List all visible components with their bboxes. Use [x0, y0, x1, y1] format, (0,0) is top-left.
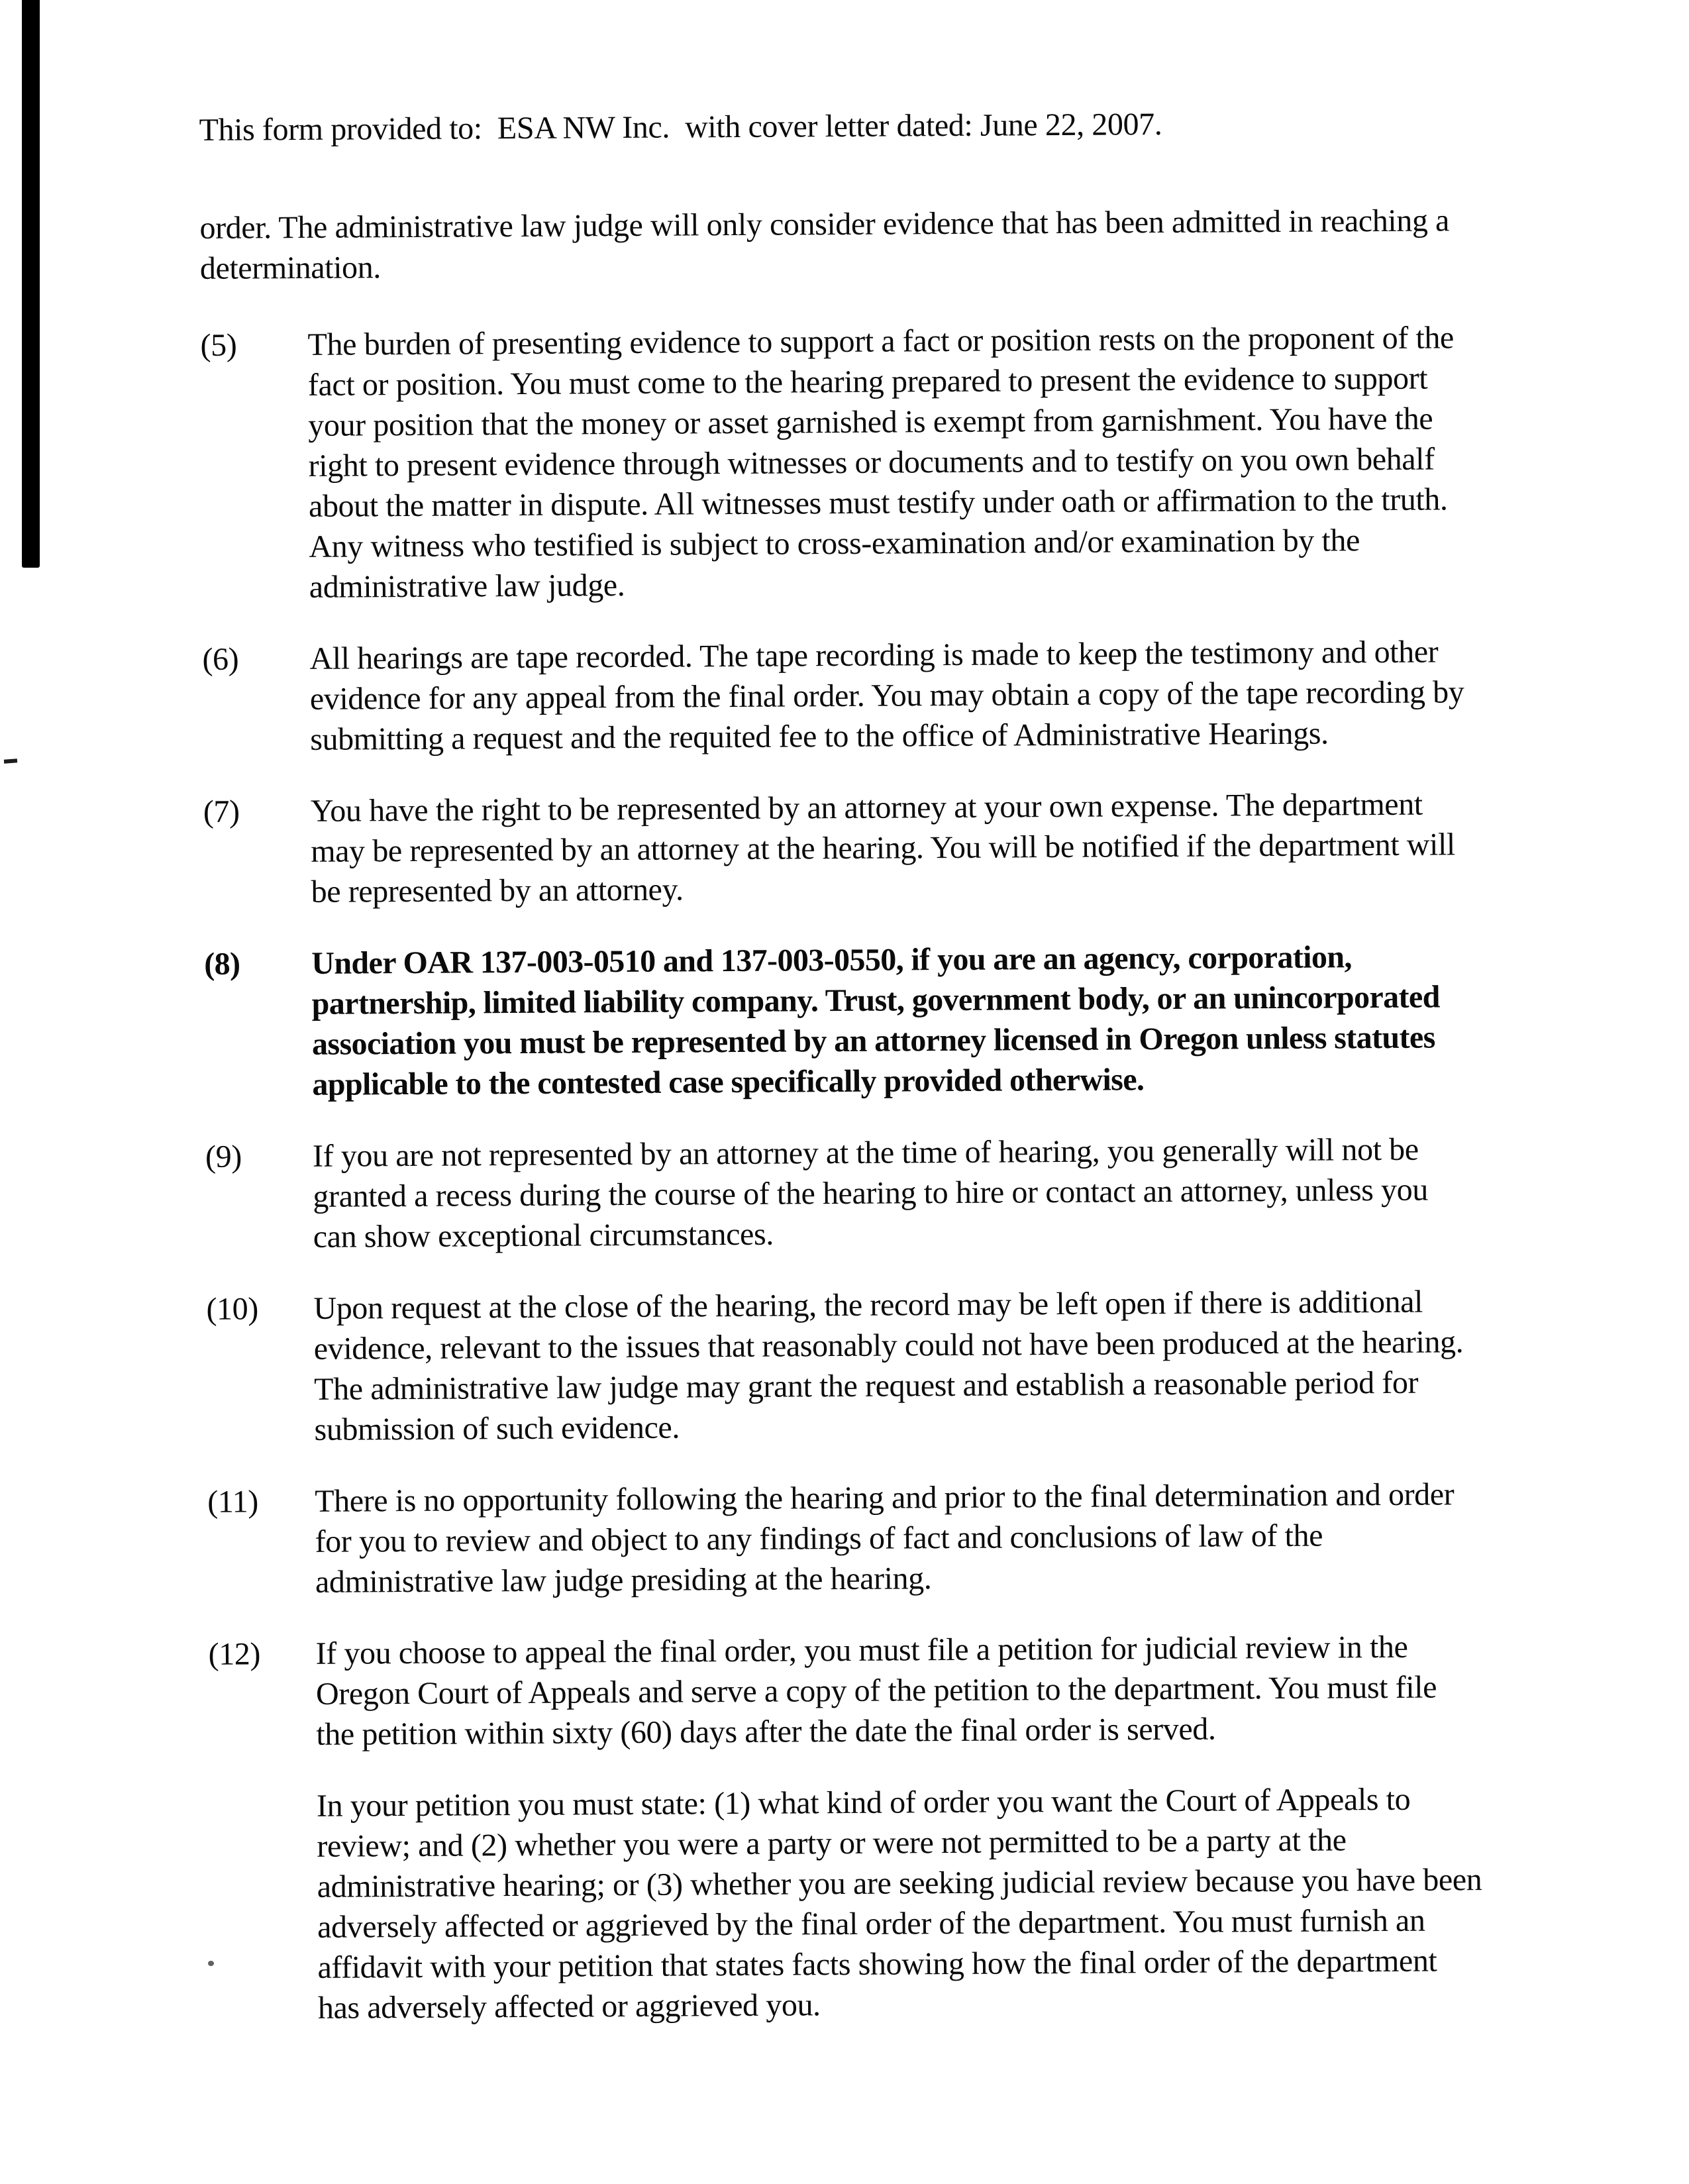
form-provided-header: This form provided to: ESA NW Inc. with cover letter dated: June 22, 2007. — [199, 107, 1162, 148]
paragraph-number: (12) — [208, 1636, 261, 1672]
paragraph-text: There is no opportunity following the hearing and prior to the final determination and order for you to review and object to any findings of fact and conclusions of law of the administrative law judge presiding at the hearing. — [315, 1477, 1455, 1600]
paragraph-5 — [200, 316, 1688, 608]
intro-continuation-paragraph: order. The administrative law judge will only consider evidence that has been admitted in reaching a determination. — [199, 203, 1450, 286]
paragraph-number — [209, 1786, 317, 1787]
paragraph-number: (9) — [205, 1139, 242, 1174]
paragraph-text: The burden of presenting evidence to support a fact or position rests on the proponent of the fact or position. You must come to the hearing prepared to present the evidence to support your position that the money or asset garnished is exempt from garnishment. You have the right to present evidence through witnesses or documents and to testify on you own behalf about the matter in dispute. All witnesses must testify under oath or affirmation to the truth. Any witness who testified is subject to cross-examination and/or examination by the administrative law judge. — [307, 320, 1455, 605]
paragraph-text: If you choose to appeal the final order, you must file a petition for judicial review in the Oregon Court of Appeals and serve a copy of the petition to the department. You must file the petition within sixty (60) days after the date the final order is served. — [315, 1629, 1437, 1752]
paragraph-text: Upon request at the close of the hearing, the record may be left open if there is additional evidence, relevant to the issues that reasonably could not have been produced at the hearing. The administrative law judge may grant the request and establish a reasonable period for submission of such evidence. — [313, 1284, 1464, 1447]
paragraph-10 — [206, 1280, 1689, 1451]
paragraph-6 — [202, 630, 1688, 760]
paragraph-12-continuation — [209, 1777, 1689, 2029]
paragraph-text: You have the right to be represented by an attorney at your own expense. The department may be represented by an attorney at the hearing. You will be notified if the department will be represented by an attorney. — [310, 786, 1456, 910]
paragraph-text: In your petition you must state: (1) what kind of order you want the Court of Appeals to review; and (2) whether you were a party or were not permitted to be a party at the administrative hearing; or (3) whether you are seeking judicial review because you have been adversely affected or aggrieved by the final order of the department. You must furnish an affidavit with your petition that states facts showing how the final order of the department has adversely affected or aggrieved you. — [316, 1781, 1482, 2026]
paragraph-11 — [207, 1473, 1689, 1603]
paragraph-text: If you are not represented by an attorney at the time of hearing, you generally will not be granted a recess during the course of the hearing to hire or contact an attorney, unless you can show exceptional circumstances. — [312, 1131, 1429, 1255]
paragraph-number: (11) — [207, 1484, 259, 1520]
paragraph-7 — [203, 782, 1689, 913]
paragraph-text: All hearings are tape recorded. The tape recording is made to keep the testimony and other evidence for any appeal from the final order. You may obtain a copy of the tape recording by submitting a request and the requited fee to the office of Administrative Hearings. — [309, 634, 1464, 757]
paragraph-9 — [205, 1127, 1689, 1258]
paragraph-number: (7) — [203, 794, 240, 829]
paragraph-number: (8) — [204, 946, 240, 982]
paragraph-8-bold — [204, 935, 1689, 1106]
paragraph-number: (6) — [202, 641, 239, 677]
paragraph-number: (10) — [206, 1291, 259, 1327]
paragraph-12 — [208, 1625, 1689, 1755]
paragraph-number: (5) — [200, 327, 237, 363]
paragraph-text: Under OAR 137-003-0510 and 137-003-0550, if you are an agency, corporation, partnership, limited liability company. Trust, government body, or an unincorporated association you must be represented by an attorney licensed in Oregon unless statutes applicable to the contested case specifically provided otherwise. — [311, 939, 1440, 1102]
